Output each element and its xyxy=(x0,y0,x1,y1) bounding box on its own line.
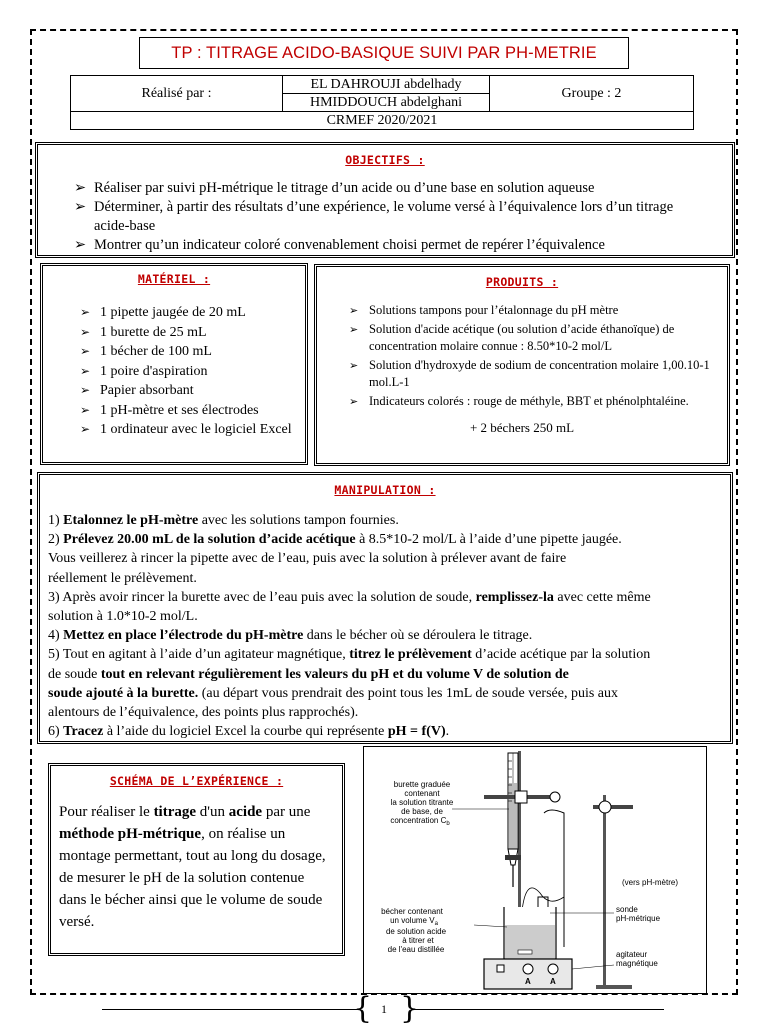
materiel-section xyxy=(40,263,308,465)
burette-label: burette graduée xyxy=(393,780,451,789)
produits-title: PRODUITS : xyxy=(485,275,559,289)
schema-section xyxy=(48,763,345,956)
step-2-line-2: Vous veillerez à rincer la pipette avec de l’eau, puis avec la solution à prélever avant de faire xyxy=(48,551,567,567)
step-5: 5) Tout en agitant à l’aide d’un agitateur magnétique, titrez le prélèvement d’acide acétique par la solution xyxy=(48,647,651,663)
list-item: ➢ Solutions tampons pour l’étalonnage du pH mètre xyxy=(347,302,717,319)
author-1: EL DAHROUJI abdelhady xyxy=(283,76,490,94)
step-4: 4) Mettez en place l’électrode du pH-mètre dans le bécher où se déroulera le titrage. xyxy=(48,628,533,644)
list-item: ➢ Solution d'hydroxyde de sodium de concentration molaire 1,00.10-1 mol.L-1 xyxy=(347,357,717,391)
footer-bracket-left: { xyxy=(353,991,373,1026)
list-item: ➢ 1 poire d'aspiration xyxy=(78,362,293,382)
step-3-line-2: solution à 1.0*10-2 mol/L. xyxy=(48,609,198,625)
list-item: ➢ Réaliser par suivi pH-métrique le titrage d’un acide ou d’une base en solution aqueuse xyxy=(72,179,712,198)
produits-section xyxy=(314,264,730,466)
list-item: ➢ 1 pipette jaugée de 20 mL xyxy=(78,303,293,323)
page-title: TP : TITRAGE ACIDO-BASIQUE SUIVI PAR PH-METRIE xyxy=(139,37,629,69)
step-2-line-3: réellement le prélèvement. xyxy=(48,570,197,586)
list-item: ➢ Indicateurs colorés : rouge de méthyle, BBT et phénolphtaléine. xyxy=(347,393,717,410)
author-2: HMIDDOUCH abdelghani xyxy=(283,94,490,112)
list-item: ➢ Solution d'acide acétique (ou solution d’acide éthanoïque) de concentration molaire connue : 8.50*10-2 mol/L xyxy=(347,321,717,355)
step-6: 6) Tracez à l’aide du logiciel Excel la courbe qui représente pH = f(V). xyxy=(48,724,450,740)
burette-label: de base, de xyxy=(401,807,443,816)
objectifs-list xyxy=(72,179,712,255)
burette-label: concentration $C_b$ xyxy=(390,816,450,827)
list-item: ➢ Papier absorbant xyxy=(78,381,293,401)
produits-extra: + 2 béchers 250 mL xyxy=(469,420,575,435)
manipulation-steps xyxy=(48,511,728,741)
becher-label: de solution acide xyxy=(385,927,447,936)
materiel-title: MATÉRIEL : xyxy=(137,272,211,286)
titration-setup-illustration xyxy=(364,747,706,993)
list-item: ➢ Montrer qu’un indicateur coloré convenablement choisi permet de repérer l’équivalence xyxy=(72,236,712,255)
manipulation-title: MANIPULATION : xyxy=(334,483,436,497)
manipulation-section xyxy=(37,472,733,744)
page-number: 1 xyxy=(381,1002,387,1016)
realise-label: Réalisé par : xyxy=(71,76,283,112)
burette-label: la solution titrante xyxy=(390,798,454,807)
experiment-figure xyxy=(363,746,707,994)
info-table xyxy=(70,75,694,130)
becher-label: à titrer et xyxy=(402,936,434,945)
crmef-label: CRMEF 2020/2021 xyxy=(71,112,694,130)
list-item: ➢ 1 burette de 25 mL xyxy=(78,323,293,343)
objectifs-section xyxy=(35,142,735,258)
ph-meter-label: (vers pH-mètre) xyxy=(622,878,679,887)
agitateur-label: magnétique xyxy=(616,959,658,968)
footer-line-right xyxy=(412,1009,664,1010)
step-1: 1) Etalonnez le pH-mètre avec les solutions tampon fournies. xyxy=(48,513,399,528)
list-item: ➢ 1 pH-mètre et ses électrodes xyxy=(78,401,293,421)
groupe-label: Groupe : 2 xyxy=(490,76,694,112)
list-item: ➢ 1 ordinateur avec le logiciel Excel xyxy=(78,420,293,440)
sonde-label: pH-métrique xyxy=(616,914,661,923)
list-item: ➢ Déterminer, à partir des résultats d’une expérience, le volume versé à l’équivalence lors d’un titrage acide-base xyxy=(72,198,712,236)
step-5-line-2: de soude tout en relevant régulièrement les valeurs du pH et du volume V de solution de xyxy=(48,666,569,682)
sonde-label: sonde xyxy=(616,905,638,914)
step-5-line-4: alentours de l’équivalence, des points plus rapprochés). xyxy=(48,705,359,721)
becher-label: un volume $V_a$ xyxy=(390,916,438,927)
schema-paragraph: Pour réaliser le titrage d'un acide par une méthode pH-métrique, on réalise un montage permettant, tout au long du dosage, de mesurer le pH de la solution contenue dans le bécher ainsi que le volume de soude versé. xyxy=(59,804,326,930)
step-3: 3) Après avoir rincer la burette avec de l’eau puis avec la solution de soude, remplissez-la avec cette même xyxy=(48,589,651,605)
knob-label: A xyxy=(525,977,531,986)
schema-title: SCHÉMA DE L’EXPÉRIENCE : xyxy=(109,774,284,788)
objectifs-title: OBJECTIFS : xyxy=(345,153,425,167)
footer-line-left xyxy=(102,1009,357,1010)
produits-list xyxy=(347,302,717,410)
knob-label: A xyxy=(550,977,556,986)
burette-label: contenant xyxy=(404,789,440,798)
footer-bracket-right: } xyxy=(400,991,420,1026)
step-2: 2) Prélevez 20.00 mL de la solution d’acide acétique à 8.5*10-2 mol/L à l’aide d’une pipette jaugée. xyxy=(48,532,622,548)
step-5-line-3: soude ajouté à la burette. (au départ vous prendrait des point tous les 1mL de soude versée, puis aux xyxy=(48,685,619,701)
list-item: ➢ 1 bécher de 100 mL xyxy=(78,342,293,362)
becher-label: bécher contenant xyxy=(381,907,443,916)
materiel-list xyxy=(78,303,293,440)
agitateur-label: agitateur xyxy=(616,950,648,959)
becher-label: de l'eau distillée xyxy=(387,945,445,954)
